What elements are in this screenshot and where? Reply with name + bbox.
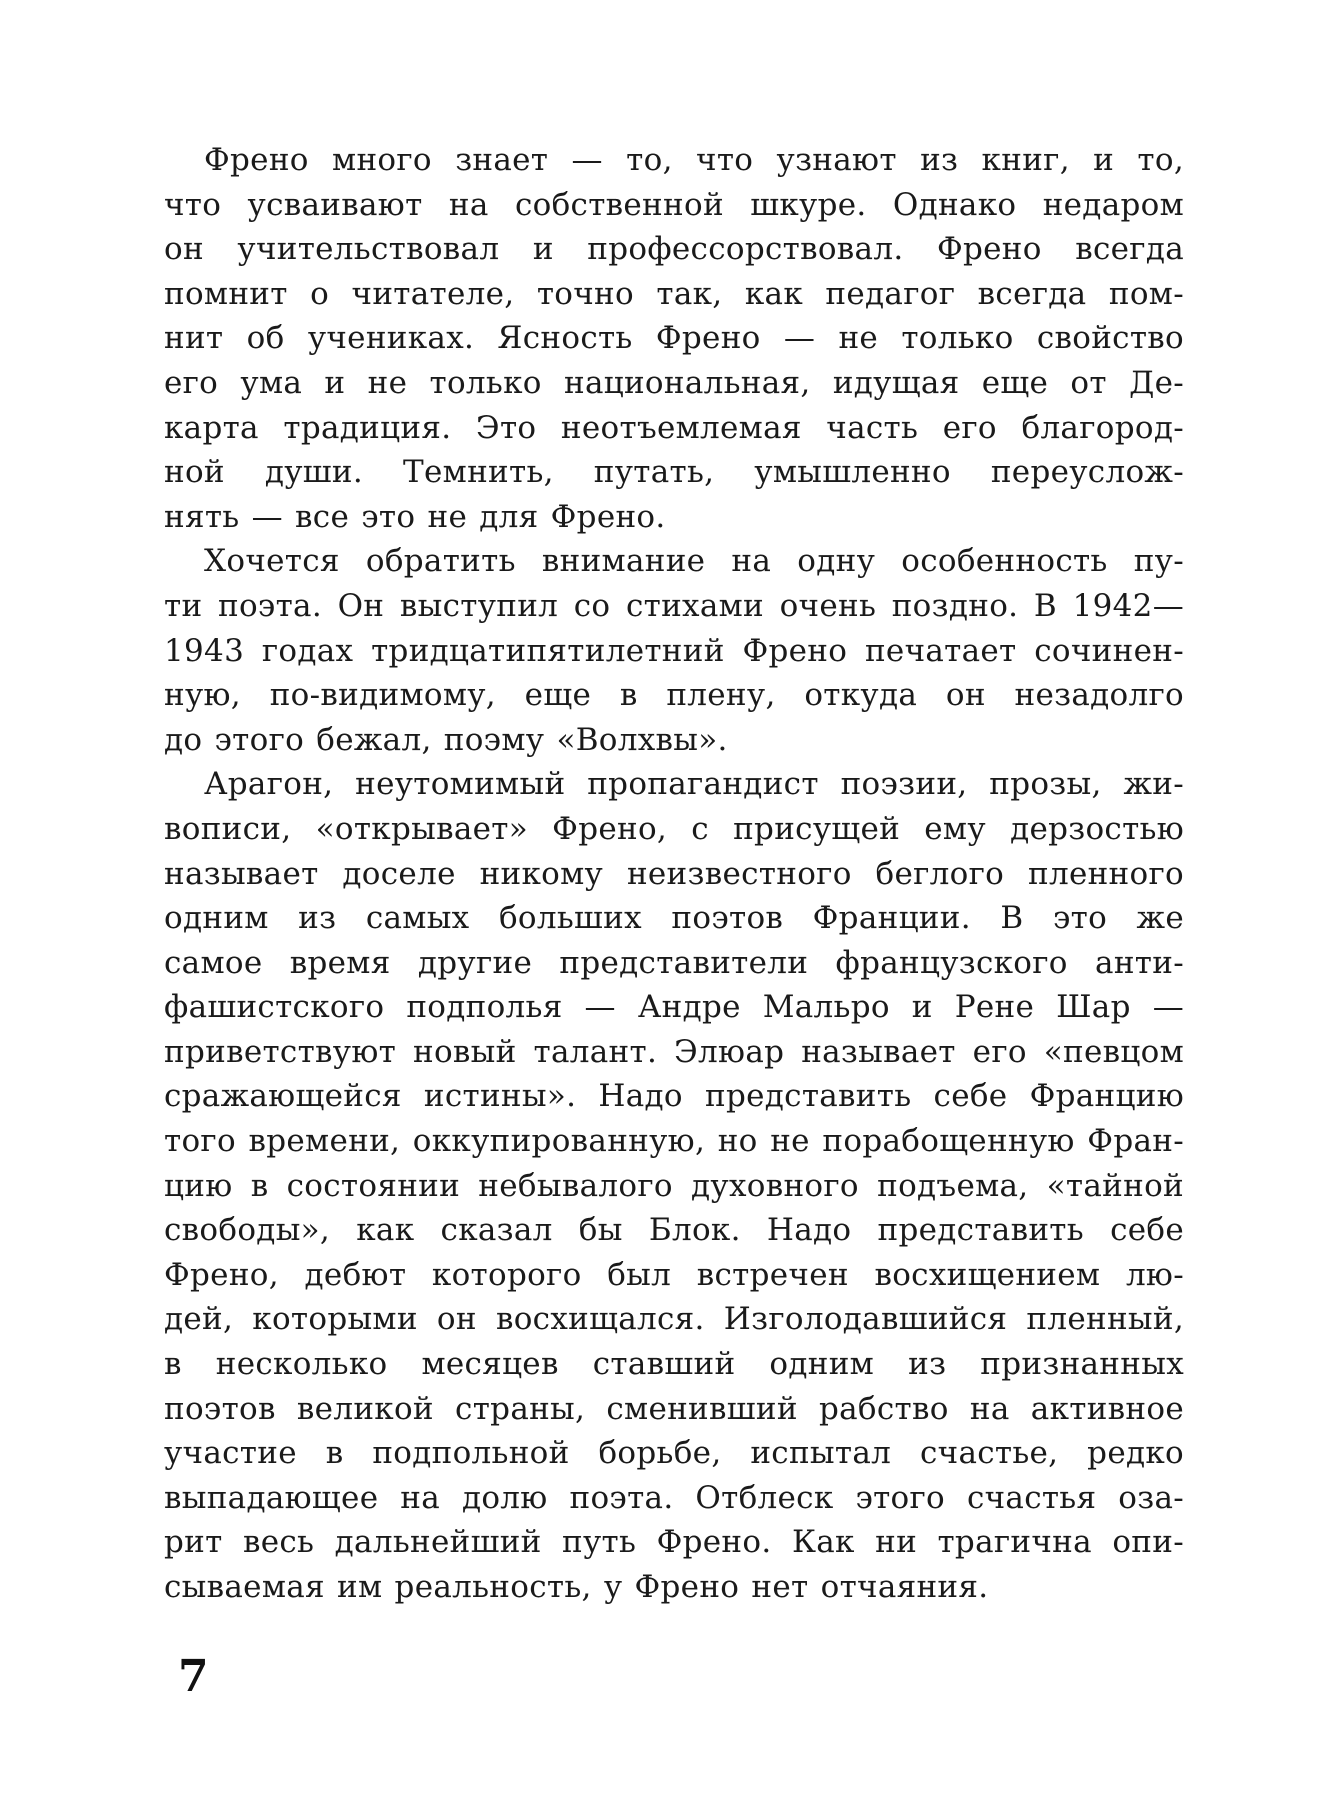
text-line: фашистского подполья — Андре Мальро и Рене Шар — (164, 989, 1184, 1026)
text-line: он учительствовал и профессорствовал. Френо всегда (164, 231, 1184, 268)
text-line: свободы», как сказал бы Блок. Надо представить себе (164, 1212, 1184, 1249)
body-text (164, 138, 1184, 1610)
text-line: ную, по-видимому, еще в плену, откуда он незадолго (164, 677, 1184, 714)
text-line: сываемая им реальность, у Френо нет отчаяния. (164, 1569, 989, 1605)
text-line: Хочется обратить внимание на одну особенность пу- (204, 543, 1184, 580)
text-line: Френо много знает — то, что узнают из книг, и то, (204, 142, 1184, 178)
text-line: Арагон, неутомимый пропагандист поэзии, прозы, жи- (204, 766, 1184, 803)
text-line: самое время другие представители французского анти- (164, 944, 1184, 981)
text-line: дей, которыми он восхищался. Изголодавшийся пленный, (164, 1301, 1184, 1338)
paragraph-1 (164, 138, 1184, 539)
page-number: 7 (178, 1651, 209, 1702)
text-line: ти поэта. Он выступил со стихами очень поздно. В 1942— (164, 587, 1184, 624)
text-line: его ума и не только национальная, идущая еще от Де- (164, 364, 1184, 401)
text-line: карта традиция. Это неотъемлемая часть его благород- (164, 409, 1184, 446)
text-line: одним из самых больших поэтов Франции. В это же (164, 900, 1184, 937)
text-line: вописи, «открывает» Френо, с присущей ему дерзостью (164, 810, 1184, 847)
text-line: рит весь дальнейший путь Френо. Как ни трагична опи- (164, 1524, 1184, 1561)
text-line: участие в подпольной борьбе, испытал счастье, редко (164, 1435, 1184, 1472)
text-line: помнит о читателе, точно так, как педагог всегда пом- (164, 275, 1184, 312)
text-line: 1943 годах тридцатипятилетний Френо печатает сочинен- (164, 632, 1184, 669)
text-line: что усваивают на собственной шкуре. Однако недаром (164, 186, 1184, 223)
paragraph-2 (164, 539, 1184, 762)
text-line: ной души. Темнить, путать, умышленно переуслож- (164, 454, 1184, 491)
text-line: нять — все это не для Френо. (164, 498, 666, 535)
text-line: цию в состоянии небывалого духовного подъема, «тайной (164, 1167, 1184, 1204)
text-line: приветствуют новый талант. Элюар называет его «певцом (164, 1033, 1184, 1070)
text-line: сражающейся истины». Надо представить себе Францию (164, 1078, 1184, 1115)
text-line: выпадающее на долю поэта. Отблеск этого счастья оза- (164, 1479, 1184, 1516)
text-line: называет доселе никому неизвестного беглого пленного (164, 855, 1184, 892)
text-line: того времени, оккупированную, но не порабощенную Фран- (164, 1123, 1184, 1160)
text-line: Френо, дебют которого был встречен восхищением лю- (164, 1256, 1184, 1293)
text-line: поэтов великой страны, сменивший рабство на активное (164, 1390, 1184, 1427)
text-line: нит об учениках. Ясность Френо — не только свойство (164, 320, 1184, 357)
paragraph-3 (164, 762, 1184, 1609)
text-line: в несколько месяцев ставший одним из признанных (164, 1346, 1184, 1383)
text-line: до этого бежал, поэму «Волхвы». (164, 721, 728, 758)
